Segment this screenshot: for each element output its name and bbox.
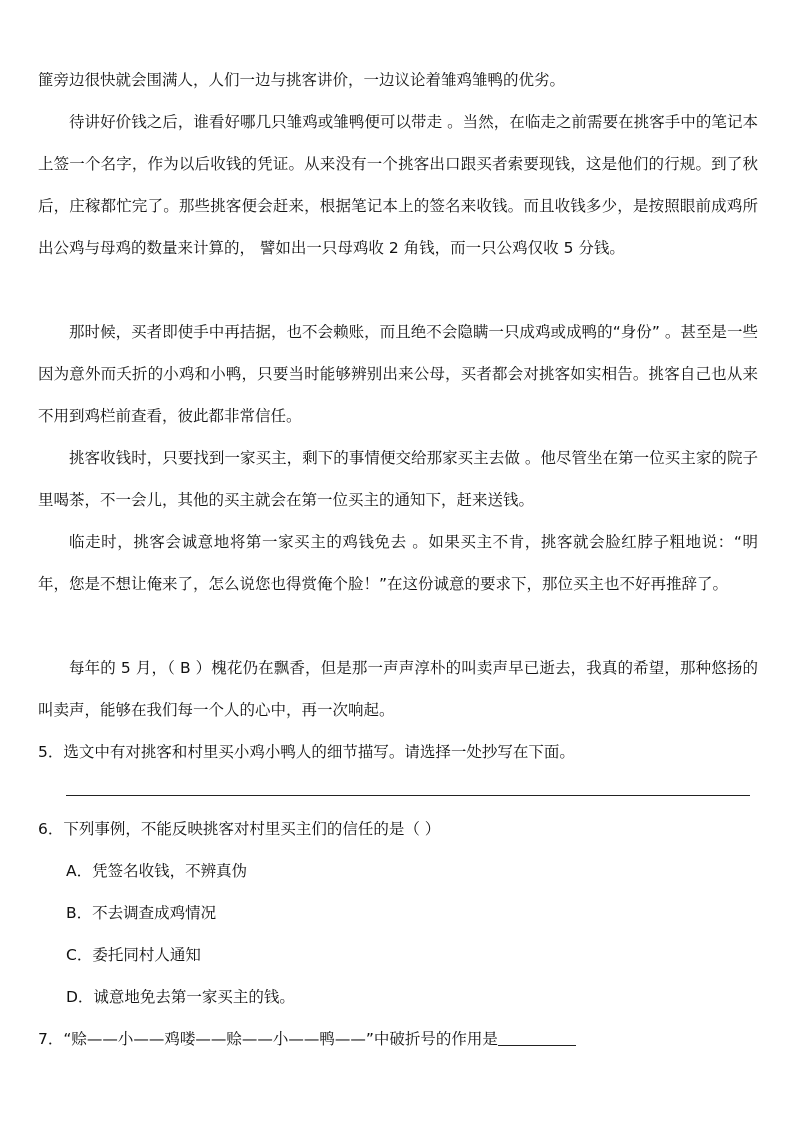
answer-blank-q7[interactable]: [498, 1029, 576, 1046]
option-b[interactable]: B．不去调查成鸡情况: [66, 904, 217, 922]
question-6: 6．下列事例，不能反映挑客对村里买主们的信任的是（ ）: [38, 820, 441, 838]
passage-paragraph: 每年的 5 月，（ B ）槐花仍在飘香，但是那一声声淳朴的叫卖声早已逝去，我真的希望，那种悠扬的叫卖声，能够在我们每一个人的心中，再一次响起。: [38, 659, 758, 719]
passage-paragraph: 待讲好价钱之后，谁看好哪几只雏鸡或雏鸭便可以带走 。当然，在临走之前需要在挑客手中的笔记本上签一个名字，作为以后收钱的凭证。从来没有一个挑客出口跟买者索要现钱，这是他们的行规。到了秋后，庄稼都忙完了。那些挑客便会赶来，根据笔记本上的签名来收钱。而且收钱多少，是按照眼前成鸡所出公鸡与母鸡的数量来计算的， 譬如出一只母鸡收 2 角钱，而一只公鸡仅收 5 分钱。: [38, 113, 758, 257]
question-5: 5．选文中有对挑客和村里买小鸡小鸭人的细节描写。请选择一处抄写在下面。: [38, 743, 575, 761]
passage-paragraph: 篚旁边很快就会围满人，人们一边与挑客讲价，一边议论着雏鸡雏鸭的优劣。: [38, 71, 566, 89]
answer-line-q5[interactable]: [66, 795, 750, 796]
option-a[interactable]: A．凭签名收钱，不辨真伪: [66, 862, 248, 880]
option-d[interactable]: D．诚意地免去第一家买主的钱。: [66, 988, 295, 1006]
passage-paragraph: 临走时，挑客会诚意地将第一家买主的鸡钱免去 。如果买主不肯，挑客就会脸红脖子粗地说：“明年，您是不想让俺来了，怎么说您也得赏俺个脸！”在这份诚意的要求下，那位买主也不好再推辞了。: [38, 533, 758, 593]
question-7: [38, 1018, 758, 1060]
option-c[interactable]: C．委托同村人通知: [66, 946, 201, 964]
passage-paragraph: 挑客收钱时，只要找到一家买主，剩下的事情便交给那家买主去做 。他尽管坐在第一位买主家的院子里喝茶，不一会儿，其他的买主就会在第一位买主的通知下，赶来送钱。: [38, 449, 758, 509]
question-7-text: 7．“赊——小——鸡喽——赊——小——鸭——”中破折号的作用是: [38, 1030, 498, 1048]
passage-paragraph: 那时候，买者即使手中再拮据，也不会赖账，而且绝不会隐瞒一只成鸡或成鸭的“身份” 。甚至是一些因为意外而夭折的小鸡和小鸭，只要当时能够辨别出来公母，买者都会对挑客如实相告。挑客自己也从来不用到鸡栏前查看，彼此都非常信任。: [38, 323, 758, 425]
